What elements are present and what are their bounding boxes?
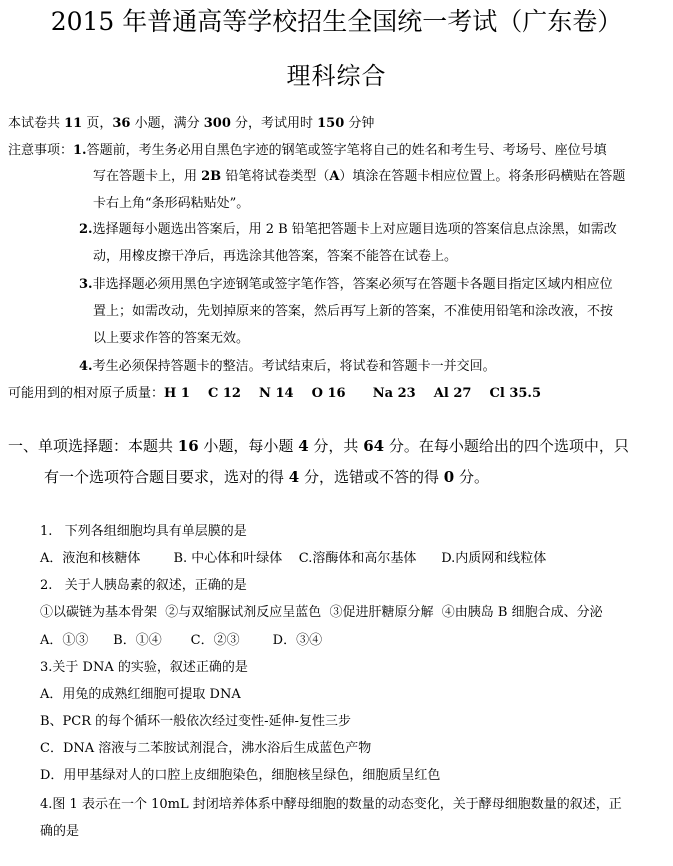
atomic-mass-label: 可能用到的相对原子质量： (8, 386, 165, 401)
section-text: 分，共 (308, 437, 364, 455)
exam-info-text: 本试卷共 (8, 116, 65, 131)
exam-info (8, 115, 374, 133)
question-1: 1. 下列各组细胞均具有单层膜的是 (40, 524, 247, 539)
atomic-mass-values: H 1 C 12 N 14 O 16 Na 23 Al 27 Cl 35.5 (164, 386, 541, 401)
section-number: 4 (298, 437, 309, 455)
note-1-line-1 (8, 142, 607, 160)
section-text: 一、单项选择题：本题共 (8, 437, 178, 455)
notes-label: 注意事项： (8, 143, 74, 158)
section-text: 小题，每小题 (198, 437, 299, 455)
note-text: 答题前，考生务必用自黑色字迹的钢笔或签字笔将自己的姓名和考生号、考场号、座位号填 (86, 143, 607, 158)
exam-title: 2015 年普通高等学校招生全国统一考试（广东卷） (50, 7, 623, 36)
note-number: 4. (79, 359, 93, 374)
section-text: 有一个选项符合题目要求，选对的得 (44, 468, 289, 486)
question-2-statements: ①以碳链为基本骨架 ②与双缩脲试剂反应呈蓝色 ③促进肝糖原分解 ④由胰岛 B 细胞合成、分泌 (40, 605, 603, 620)
page-count: 11 (64, 116, 83, 131)
note-3-line-3: 以上要求作答的答案无效。 (93, 331, 250, 346)
exam-minutes: 150 (317, 116, 345, 131)
note-text: 写在答题卡上，用 (93, 169, 202, 184)
note-3-line-2: 置上；如需改动，先划掉原来的答案，然后再写上新的答案，不准使用铅笔和涂改液，不按 (93, 304, 614, 319)
question-3: 3.关于 DNA 的实验，叙述正确的是 (40, 660, 248, 675)
note-text: 考生必须保持答题卡的整洁。考试结束后，将试卷和答题卡一并交回。 (92, 359, 496, 374)
note-1-line-2 (93, 168, 625, 186)
total-score: 300 (203, 116, 231, 131)
note-1-line-3: 卡右上角“条形码粘贴处”。 (93, 196, 250, 211)
note-text: ）填涂在答题卡相应位置上。将条形码横贴在答题 (339, 169, 626, 184)
atomic-mass-line (8, 385, 541, 403)
section-number: 64 (363, 437, 385, 455)
exam-info-text: 分，考试用时 (230, 116, 318, 131)
section-number: 16 (177, 437, 199, 455)
question-3-option-c: C．DNA 溶液与二苯胺试剂混合，沸水浴后生成蓝色产物 (40, 741, 372, 756)
note-text: 非选择题必须用黑色字迹钢笔或签字笔作答，答案必须写在答题卡各题目指定区域内相应位 (92, 277, 613, 292)
note-text: 铅笔将试卷类型（ (221, 169, 330, 184)
exam-subtitle: 理科综合 (286, 62, 387, 90)
note-2-line-2: 动，用橡皮擦干净后，再选涂其他答案，答案不能答在试卷上。 (93, 249, 458, 264)
note-number: 3. (79, 277, 93, 292)
note-4-line-1 (79, 358, 496, 376)
note-text: 选择题每小题选出答案后，用 2 B 铅笔把答题卡上对应题目选项的答案信息点涂黑，如需改 (92, 222, 617, 237)
question-3-option-a: A．用兔的成熟红细胞可提取 DNA (40, 687, 241, 702)
question-4-line-1: 4.图 1 表示在一个 10mL 封闭培养体系中酵母细胞的数量的动态变化，关于酵母细胞数量的叙述，正 (40, 797, 622, 812)
section-text: 分。在每小题给出的四个选项中，只 (384, 437, 629, 455)
question-4-line-2: 确的是 (40, 824, 80, 839)
section-text: 分。 (454, 468, 489, 486)
question-2: 2. 关于人胰岛素的叙述，正确的是 (40, 578, 247, 593)
note-text-bold: A (329, 169, 340, 184)
note-text-bold: 2B (201, 169, 222, 184)
note-number: 2. (79, 222, 93, 237)
section-heading-line-2 (44, 467, 489, 487)
section-number: 4 (288, 468, 300, 486)
section-heading-line-1 (8, 436, 629, 456)
question-3-option-d: D．用甲基绿对人的口腔上皮细胞染色，细胞核呈绿色，细胞质呈红色 (40, 768, 441, 783)
section-text: 分，选错或不答的得 (299, 468, 444, 486)
note-2-line-1 (79, 221, 617, 239)
exam-info-text: 分钟 (344, 116, 375, 131)
question-2-options: A．①③ B．①④ C．②③ D．③④ (40, 633, 323, 648)
exam-info-text: 小题，满分 (130, 116, 204, 131)
section-number: 0 (443, 468, 455, 486)
exam-info-text: 页， (82, 116, 113, 131)
note-number: 1. (73, 143, 87, 158)
question-3-option-b: B、PCR 的每个循环一般依次经过变性-延伸-复性三步 (40, 714, 351, 729)
question-1-options: A．液泡和核糖体 B. 中心体和叶绿体 C.溶酶体和高尔基体 D.内质网和线粒体 (40, 551, 547, 566)
question-count: 36 (112, 116, 131, 131)
note-3-line-1 (79, 276, 613, 294)
